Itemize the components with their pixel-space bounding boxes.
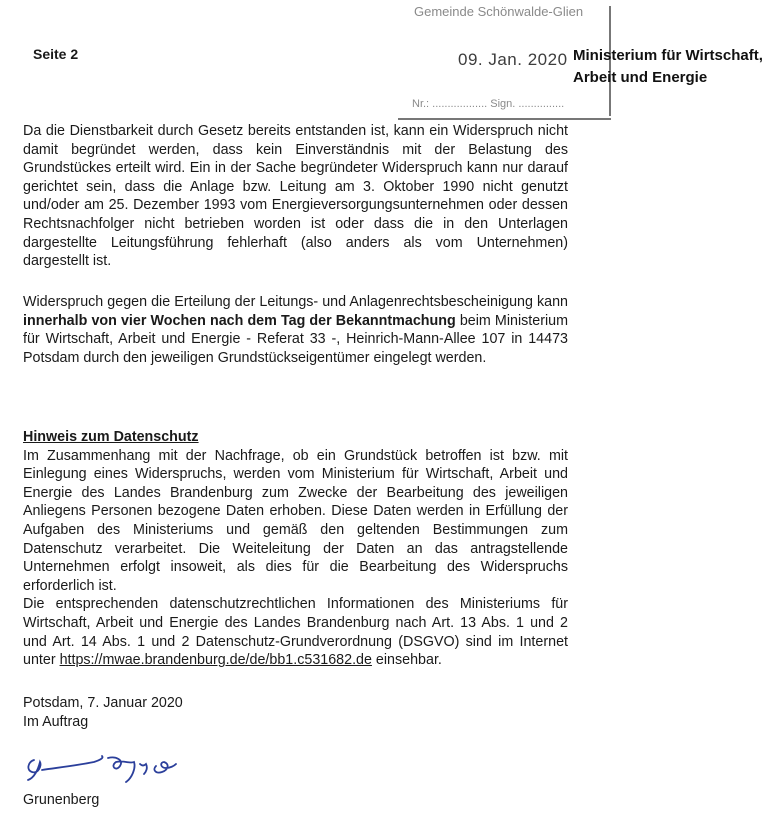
deadline-bold: innerhalb von vier Wochen nach dem Tag der Bekanntmachung bbox=[23, 312, 456, 329]
stamp-date: 09. Jan. 2020 bbox=[458, 50, 568, 69]
page-label: Seite 2 bbox=[33, 46, 79, 62]
deadline-text-before: Widerspruch gegen die Erteilung der Leitungs- und Anlagenrechtsbescheinigung kann bbox=[23, 294, 568, 310]
privacy-link[interactable]: https://mwae.brandenburg.de/de/bb1.c531682.de bbox=[59, 652, 372, 669]
ministry-line2: Arbeit und Energie bbox=[573, 69, 708, 86]
closing-block bbox=[23, 694, 183, 731]
paragraph-objection-deadline bbox=[23, 293, 568, 367]
on-behalf: Im Auftrag bbox=[23, 713, 89, 730]
ministry-header bbox=[573, 45, 763, 89]
ministry-line1: Ministerium für Wirtschaft, bbox=[573, 47, 763, 64]
privacy-info-before: Die entsprechenden datenschutzrechtlichen Informationen des Ministeriums für Wirtschaft, Arbeit und Energie des Landes Brandenburg nach Art. 13 Abs. 1 und 2 und Art. 14 Abs. 1 und 2 Datenschutz-Grundverordnung (DSGVO) sind im Internet unter bbox=[23, 596, 568, 669]
signer-name: Grunenberg bbox=[23, 792, 100, 808]
deadline-text-after: beim Ministerium für Wirtschaft, Arbeit und Energie - Referat 33 -, Heinrich-Mann-Allee 107 in 14473 Potsdam durch den jeweiligen Grundstückseigentümer eingelegt werden. bbox=[23, 312, 569, 366]
privacy-text: Im Zusammenhang mit der Nachfrage, ob ein Grundstück betroffen ist bzw. mit Einlegung eines Widerspruchs, werden vom Ministerium für Wirtschaft, Arbeit und Energie des Landes Brandenburg zum Zwecke der Bearbeitung des jeweiligen Anliegens Personen bezogene Daten erhoben. Diese Daten werden in Erfüllung der Aufgaben des Ministeriums und gemäß den geltenden Bestimmungen zum Datenschutz verarbeitet. Die Weiteleitung der Daten an das antragstellende Unternehmen erfolgt insoweit, als dies für die Bearbeitung des Widerspruchs erforderlich ist. bbox=[23, 447, 568, 594]
stamp-organization: Gemeinde Schönwalde-Glien bbox=[414, 4, 584, 19]
stamp-border-bottom bbox=[398, 118, 611, 120]
privacy-heading: Hinweis zum Datenschutz bbox=[23, 429, 199, 445]
privacy-info bbox=[23, 595, 568, 669]
privacy-section bbox=[23, 428, 568, 670]
stamp-nr-sign: Nr.: .................. Sign. ............... bbox=[412, 98, 565, 110]
paragraph-objection-grounds: Da die Dienstbarkeit durch Gesetz bereits entstanden ist, kann ein Widerspruch nicht damit begründet werden, dass kein Einverständnis mit der Belastung des Grundstückes erteilt wird. Ein in der Sache begründeter Widerspruch kann nur darauf gerichtet sein, dass die Anlage bzw. Leitung am 3. Oktober 1990 nicht genutzt und/oder am 25. Dezember 1993 vom Energieversorgungsunternehmen oder dessen Rechtsnachfolger nicht betrieben worden ist oder dass die in den Unterlagen dargestellte Leitungsführung fehlerhaft (also anders als vom Unternehmen) dargestellt ist. bbox=[23, 123, 568, 270]
privacy-info-after: einsehbar. bbox=[371, 652, 442, 669]
place-date: Potsdam, 7. Januar 2020 bbox=[23, 695, 183, 711]
signature-icon bbox=[24, 748, 224, 788]
